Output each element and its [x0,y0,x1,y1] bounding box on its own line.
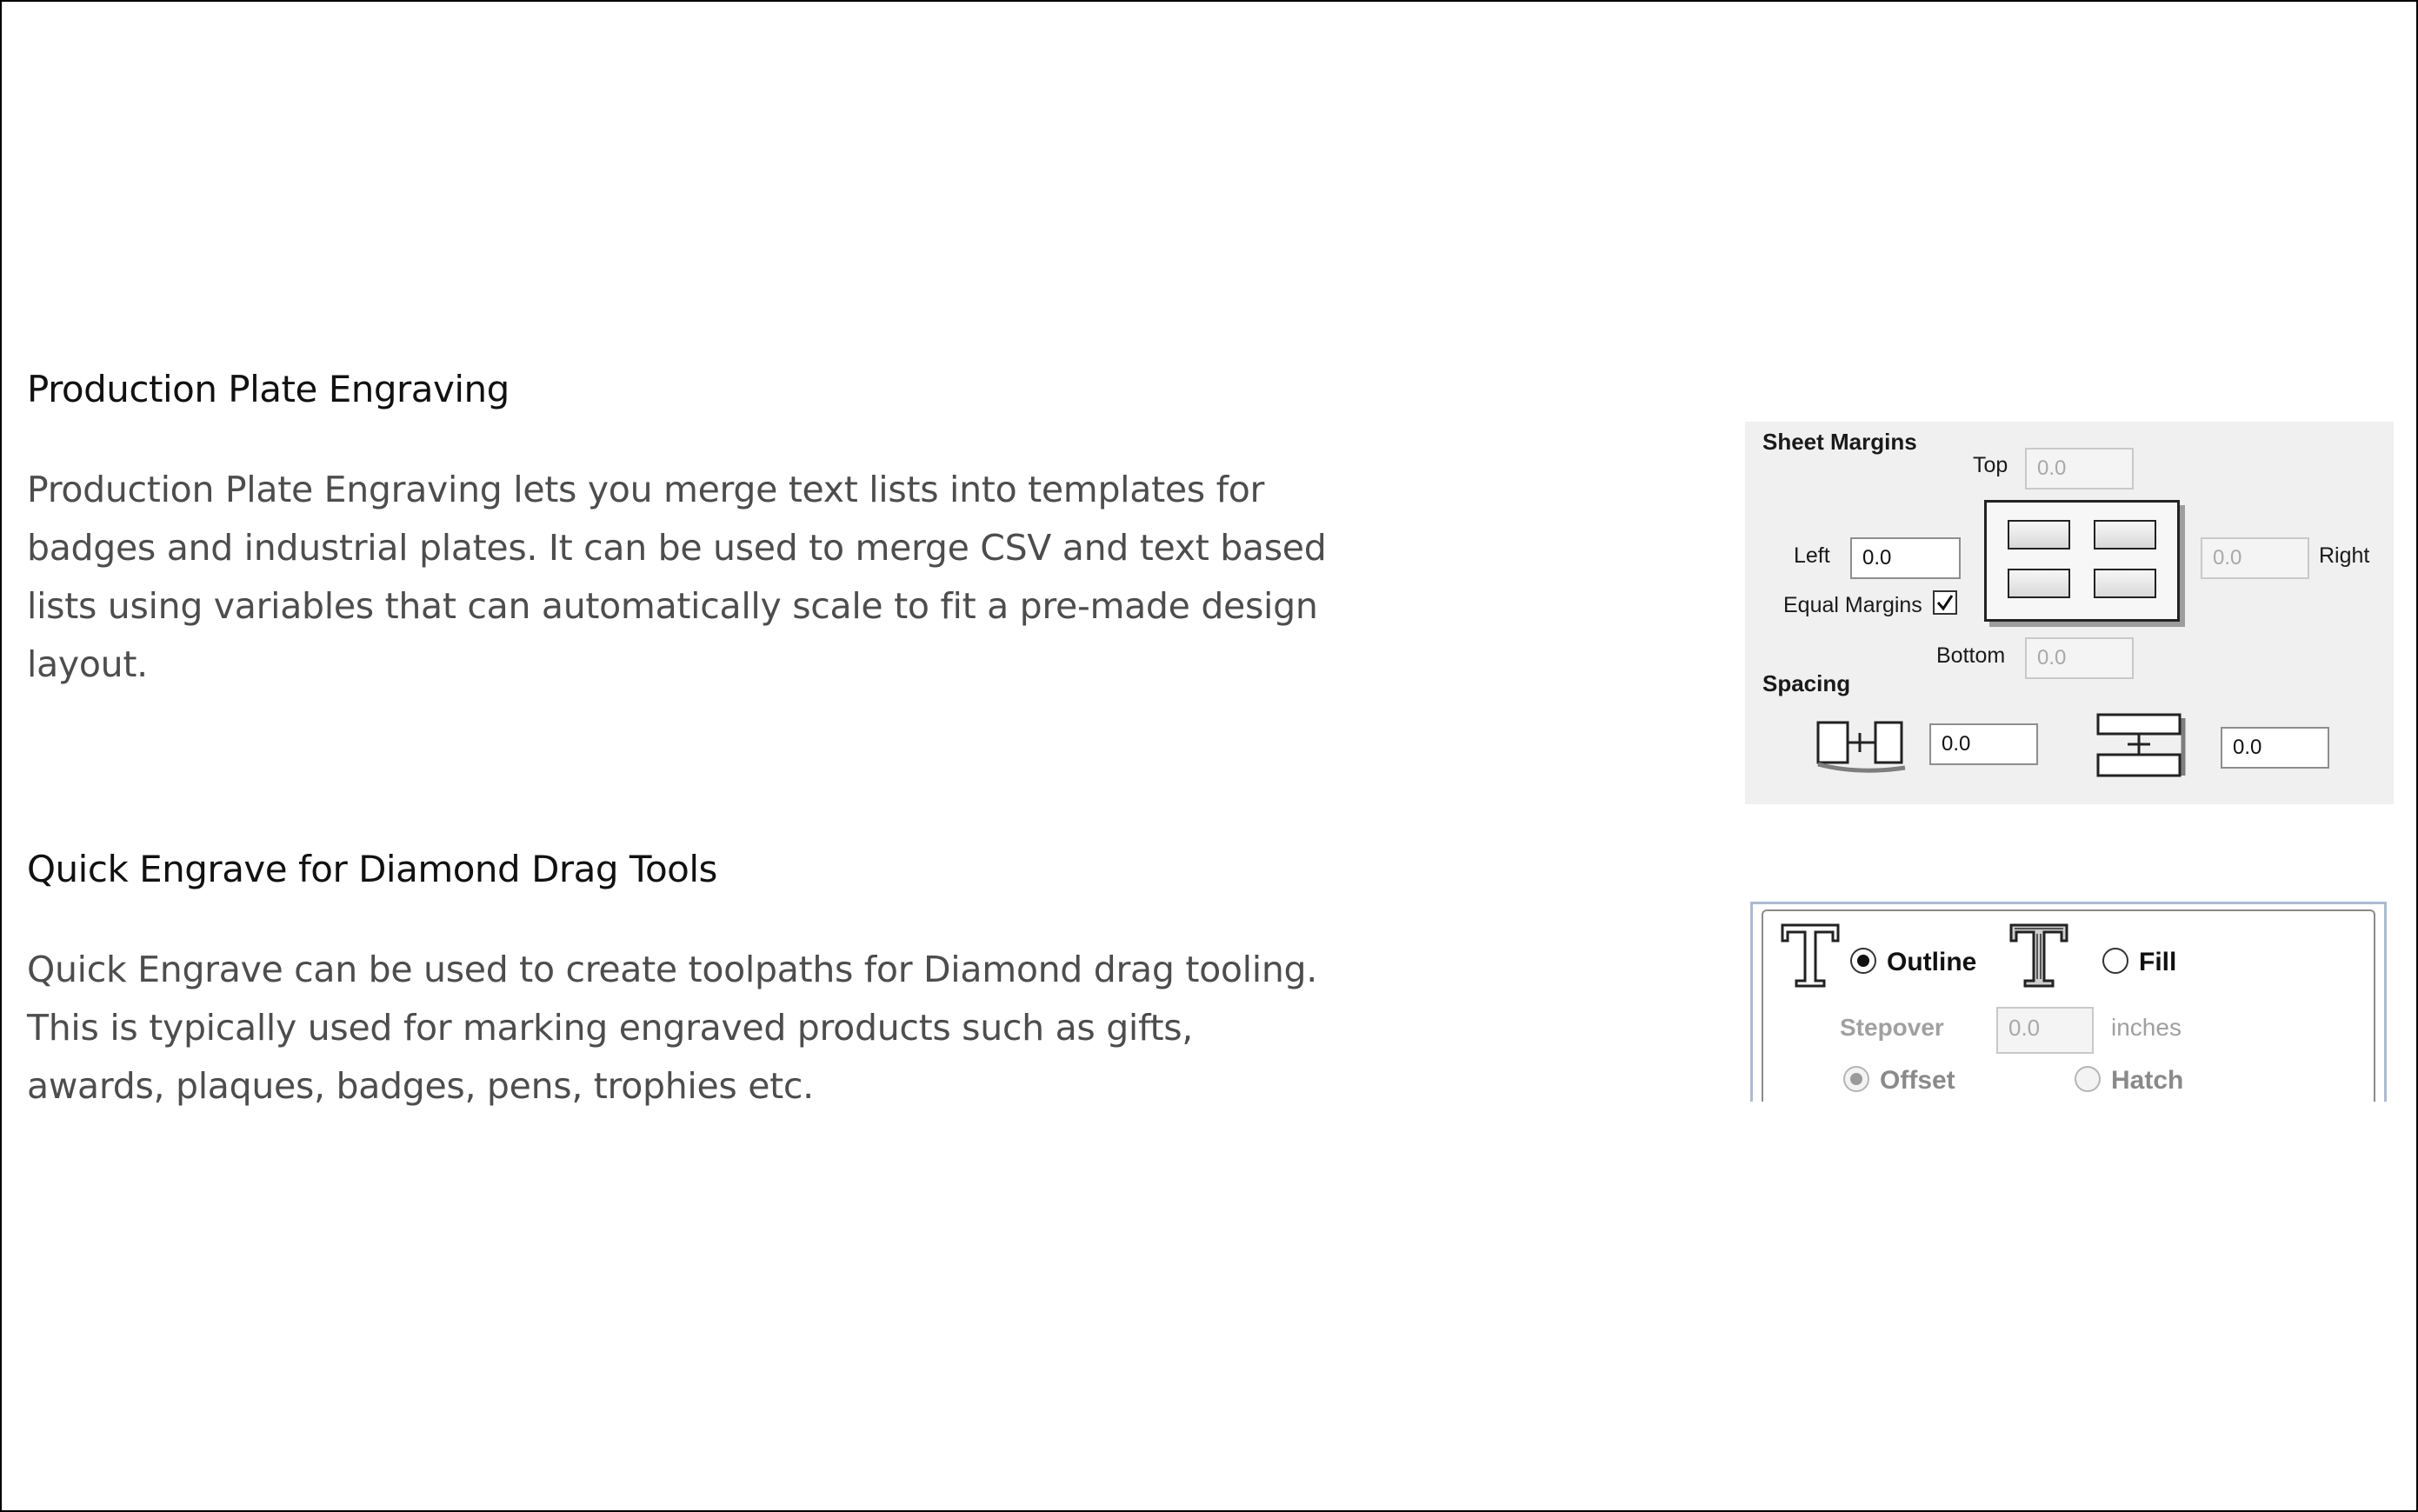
body-line: Quick Engrave can be used to create toolpaths for Diamond drag tooling. [27,949,1317,990]
horizontal-spacing-input[interactable]: 0.0 [1929,723,2038,765]
body-line: Production Plate Engraving lets you merge text lists into templates for [27,469,1265,510]
quick-engrave-panel [1750,902,2387,1102]
stepover-input[interactable]: 0.0 [1996,1007,2094,1054]
section-title-quick-engrave: Quick Engrave for Diamond Drag Tools [27,848,717,890]
spacing-title: Spacing [1762,670,1851,696]
equal-margins-label: Equal Margins [1783,593,1922,617]
body-line: This is typically used for marking engraved products such as gifts, [27,1007,1194,1049]
checkmark-icon [1935,592,1955,613]
fill-radio[interactable] [2102,948,2128,974]
sheet-layout-icon [1984,500,2180,622]
body-line: layout. [27,643,148,685]
body-line: badges and industrial plates. It can be used to merge CSV and text based [27,527,1327,569]
bottom-margin-input[interactable]: 0.0 [2025,637,2134,679]
section-body-quick-engrave [27,941,1317,1116]
sheet-margins-title: Sheet Margins [1762,429,1917,455]
left-margin-input[interactable]: 0.0 [1850,537,1961,579]
horizontal-spacing-icon [1815,717,1910,778]
equal-margins-checkbox[interactable] [1933,590,1957,615]
offset-radio[interactable] [1843,1066,1869,1092]
right-margin-input[interactable]: 0.0 [2201,537,2309,579]
stepover-unit: inches [2111,1014,2182,1041]
right-margin-label: Right [2319,543,2370,568]
layout-cell [2094,520,2156,550]
stepover-label: Stepover [1840,1014,1944,1041]
section-title-production-plate: Production Plate Engraving [27,368,510,410]
layout-cell [2008,520,2070,550]
radio-selected-dot [1850,1073,1862,1085]
fill-label: Fill [2139,948,2177,976]
hatch-radio[interactable] [2075,1066,2101,1092]
bottom-margin-label: Bottom [1936,643,2006,668]
layout-cell [2008,569,2070,598]
body-line: lists using variables that can automatically scale to fit a pre-made design [27,585,1318,627]
body-line: awards, plaques, badges, pens, trophies etc. [27,1065,814,1107]
vertical-spacing-input[interactable]: 0.0 [2221,727,2329,769]
top-margin-input[interactable]: 0.0 [2025,448,2134,490]
top-margin-label: Top [1973,453,2008,477]
fill-text-icon [2008,922,2070,989]
outline-text-icon [1779,922,1842,989]
outline-label: Outline [1887,948,1977,976]
section-body-production-plate [27,461,1326,694]
layout-cell [2094,569,2156,598]
radio-selected-dot [1857,955,1869,967]
offset-label: Offset [1880,1066,1955,1095]
left-margin-label: Left [1794,543,1830,568]
vertical-spacing-icon [2093,711,2188,781]
sheet-margins-panel [1745,422,2394,804]
outline-radio[interactable] [1850,948,1876,974]
hatch-label: Hatch [2111,1066,2184,1095]
